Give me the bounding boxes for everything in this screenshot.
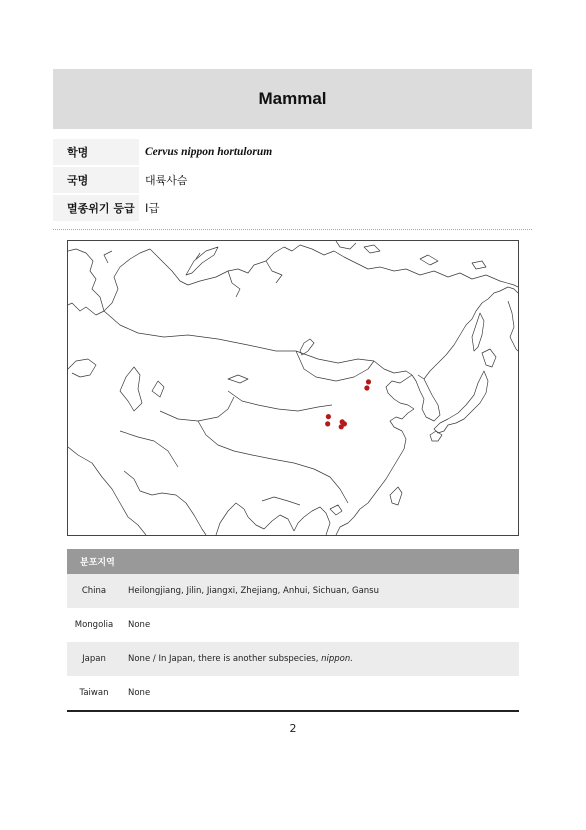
region-text: None / In Japan, there is another subspecies,: [128, 654, 322, 664]
map-svg: [68, 241, 518, 535]
table-row: [67, 676, 519, 710]
region-cell: None: [128, 620, 151, 630]
table-row: [67, 608, 519, 642]
scientific-name-row: [53, 138, 532, 166]
occurrence-marker: [326, 414, 331, 419]
distribution-map: [67, 240, 519, 536]
scientific-name: Cervus nippon hortulorum: [145, 146, 273, 158]
korean-name-row: [53, 166, 532, 194]
distribution-heading: 분포지역: [67, 549, 519, 574]
page-title: Mammal: [258, 89, 327, 108]
region-cell: Heilongjiang, Jilin, Jiangxi, Zhejiang, Anhui, Sichuan, Gansu: [128, 586, 379, 596]
scientific-name-label: 학명: [53, 139, 139, 165]
country-cell: China: [81, 586, 107, 596]
table-row: [67, 574, 519, 608]
coastlines: [68, 241, 518, 535]
region-cell: [121, 654, 353, 664]
status-label: 멸종위기 등급: [53, 195, 139, 221]
korean-name: 대륙사슴: [145, 174, 188, 187]
page-header: [53, 69, 532, 129]
distribution-table: [67, 549, 519, 712]
country-cell: Taiwan: [79, 688, 109, 698]
page-number: 2: [289, 722, 297, 735]
occurrence-marker: [325, 421, 330, 426]
occurrence-marker: [364, 385, 369, 390]
table-row: [67, 642, 519, 676]
subspecies-name: nippon.: [321, 654, 353, 664]
status-row: [53, 194, 532, 222]
region-cell: None: [128, 688, 151, 698]
species-info: [53, 138, 532, 222]
korean-name-label: 국명: [53, 167, 139, 193]
country-cell: Mongolia: [74, 620, 114, 630]
occurrence-marker: [339, 424, 344, 429]
table-bottom-rule: [67, 710, 519, 712]
section-divider: [53, 229, 532, 230]
occurrence-markers: [325, 379, 371, 429]
status-value: Ⅰ급: [145, 201, 160, 215]
occurrence-marker: [366, 379, 371, 384]
country-cell: Japan: [82, 654, 106, 664]
